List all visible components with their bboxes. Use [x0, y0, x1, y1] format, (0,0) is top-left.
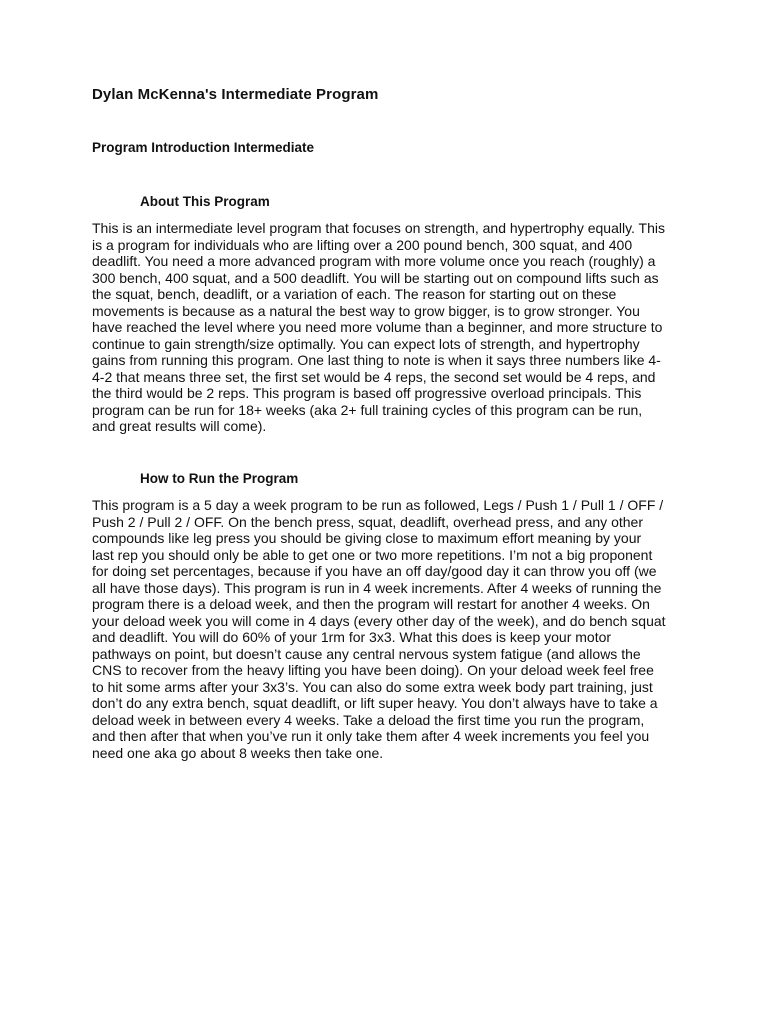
- paragraph-line: your deload week you will come in 4 days (every other day of the week), and do bench squat: [92, 612, 666, 629]
- paragraph-line: 4-2 that means three set, the first set would be 4 reps, the second set would be 4 reps, and: [92, 368, 656, 385]
- paragraph-line: This program is a 5 day a week program to be run as followed, Legs / Push 1 / Pull 1 / OFF /: [92, 497, 664, 513]
- paragraph-line: last rep you should only be able to get one or two more repetitions. I’m not a big proponent: [92, 546, 653, 563]
- paragraph-line: program there is a deload week, and then the program will restart for another 4 weeks. On: [92, 596, 650, 612]
- paragraph-line: deload week in between every 4 weeks. Take a deload the first time you run the program,: [92, 711, 645, 728]
- paragraph-line: and then after that when you’ve run it only take them after 4 week increments you feel you: [92, 728, 650, 744]
- paragraph-line: program can be run for 18+ weeks (aka 2+ full training cycles of this program can be run,: [92, 401, 643, 418]
- how-to-run-paragraph: [92, 497, 692, 761]
- section-heading-about: About This Program: [140, 194, 270, 209]
- paragraph-line: gains from running this program. One last thing to note is when it says three numbers like 4-: [92, 352, 661, 368]
- paragraph-line: deadlift. You need a more advanced program with more volume once you reach (roughly) a: [92, 253, 656, 269]
- paragraph-line: and deadlift. You will do 60% of your 1rm for 3x3. What this does is keep your motor: [92, 629, 612, 645]
- paragraph-line: all have those days). This program is run in 4 week increments. After 4 weeks of running the: [92, 579, 662, 596]
- paragraph-line: compounds like leg press you should be giving close to maximum effort meaning by your: [92, 530, 642, 546]
- document-title: Dylan McKenna's Intermediate Program: [92, 86, 379, 103]
- paragraph-line: need one aka go about 8 weeks then take one.: [92, 744, 384, 761]
- paragraph-line: the third would be 2 reps. This program is based off progressive overload principals. This: [92, 385, 642, 401]
- paragraph-line: the squat, bench, deadlift, or a variation of each. The reason for starting out on these: [92, 286, 617, 302]
- paragraph-line: for doing set percentages, because if you have an off day/good day it can throw you off (we: [92, 563, 657, 579]
- paragraph-line: and great results will come).: [92, 418, 267, 434]
- paragraph-line: to hit some arms after your 3x3’s. You can also do some extra week body part training, just: [92, 678, 653, 695]
- paragraph-line: CNS to recover from the heavy lifting you have been doing). On your deload week feel free: [92, 662, 654, 678]
- paragraph-line: This is an intermediate level program that focuses on strength, and hypertrophy equally. This: [92, 220, 666, 236]
- paragraph-line: Push 2 / Pull 2 / OFF. On the bench press, squat, deadlift, overhead press, and any other: [92, 513, 643, 530]
- section-heading-how-to-run: How to Run the Program: [140, 471, 299, 486]
- paragraph-line: pathways on point, but doesn’t cause any central nervous system fatigue (and allows the: [92, 645, 641, 662]
- paragraph-line: continue to gain strength/size optimally. You can expect lots of strength, and hypertrophy: [92, 335, 640, 352]
- paragraph-line: don’t do any extra bench, squat deadlift, or lift super heavy. You don’t always have to take a: [92, 695, 658, 711]
- paragraph-line: have reached the level where you need more volume than a beginner, and more structure to: [92, 319, 663, 335]
- about-paragraph: [92, 220, 692, 435]
- intro-heading: Program Introduction Intermediate: [92, 140, 315, 155]
- paragraph-line: is a program for individuals who are lifting over a 200 pound bench, 300 squat, and 400: [92, 236, 633, 253]
- paragraph-line: movements is because as a natural the best way to grow bigger, is to grow stronger. You: [92, 302, 640, 319]
- paragraph-line: 300 bench, 400 squat, and a 500 deadlift. You will be starting out on compound lifts such as: [92, 269, 659, 286]
